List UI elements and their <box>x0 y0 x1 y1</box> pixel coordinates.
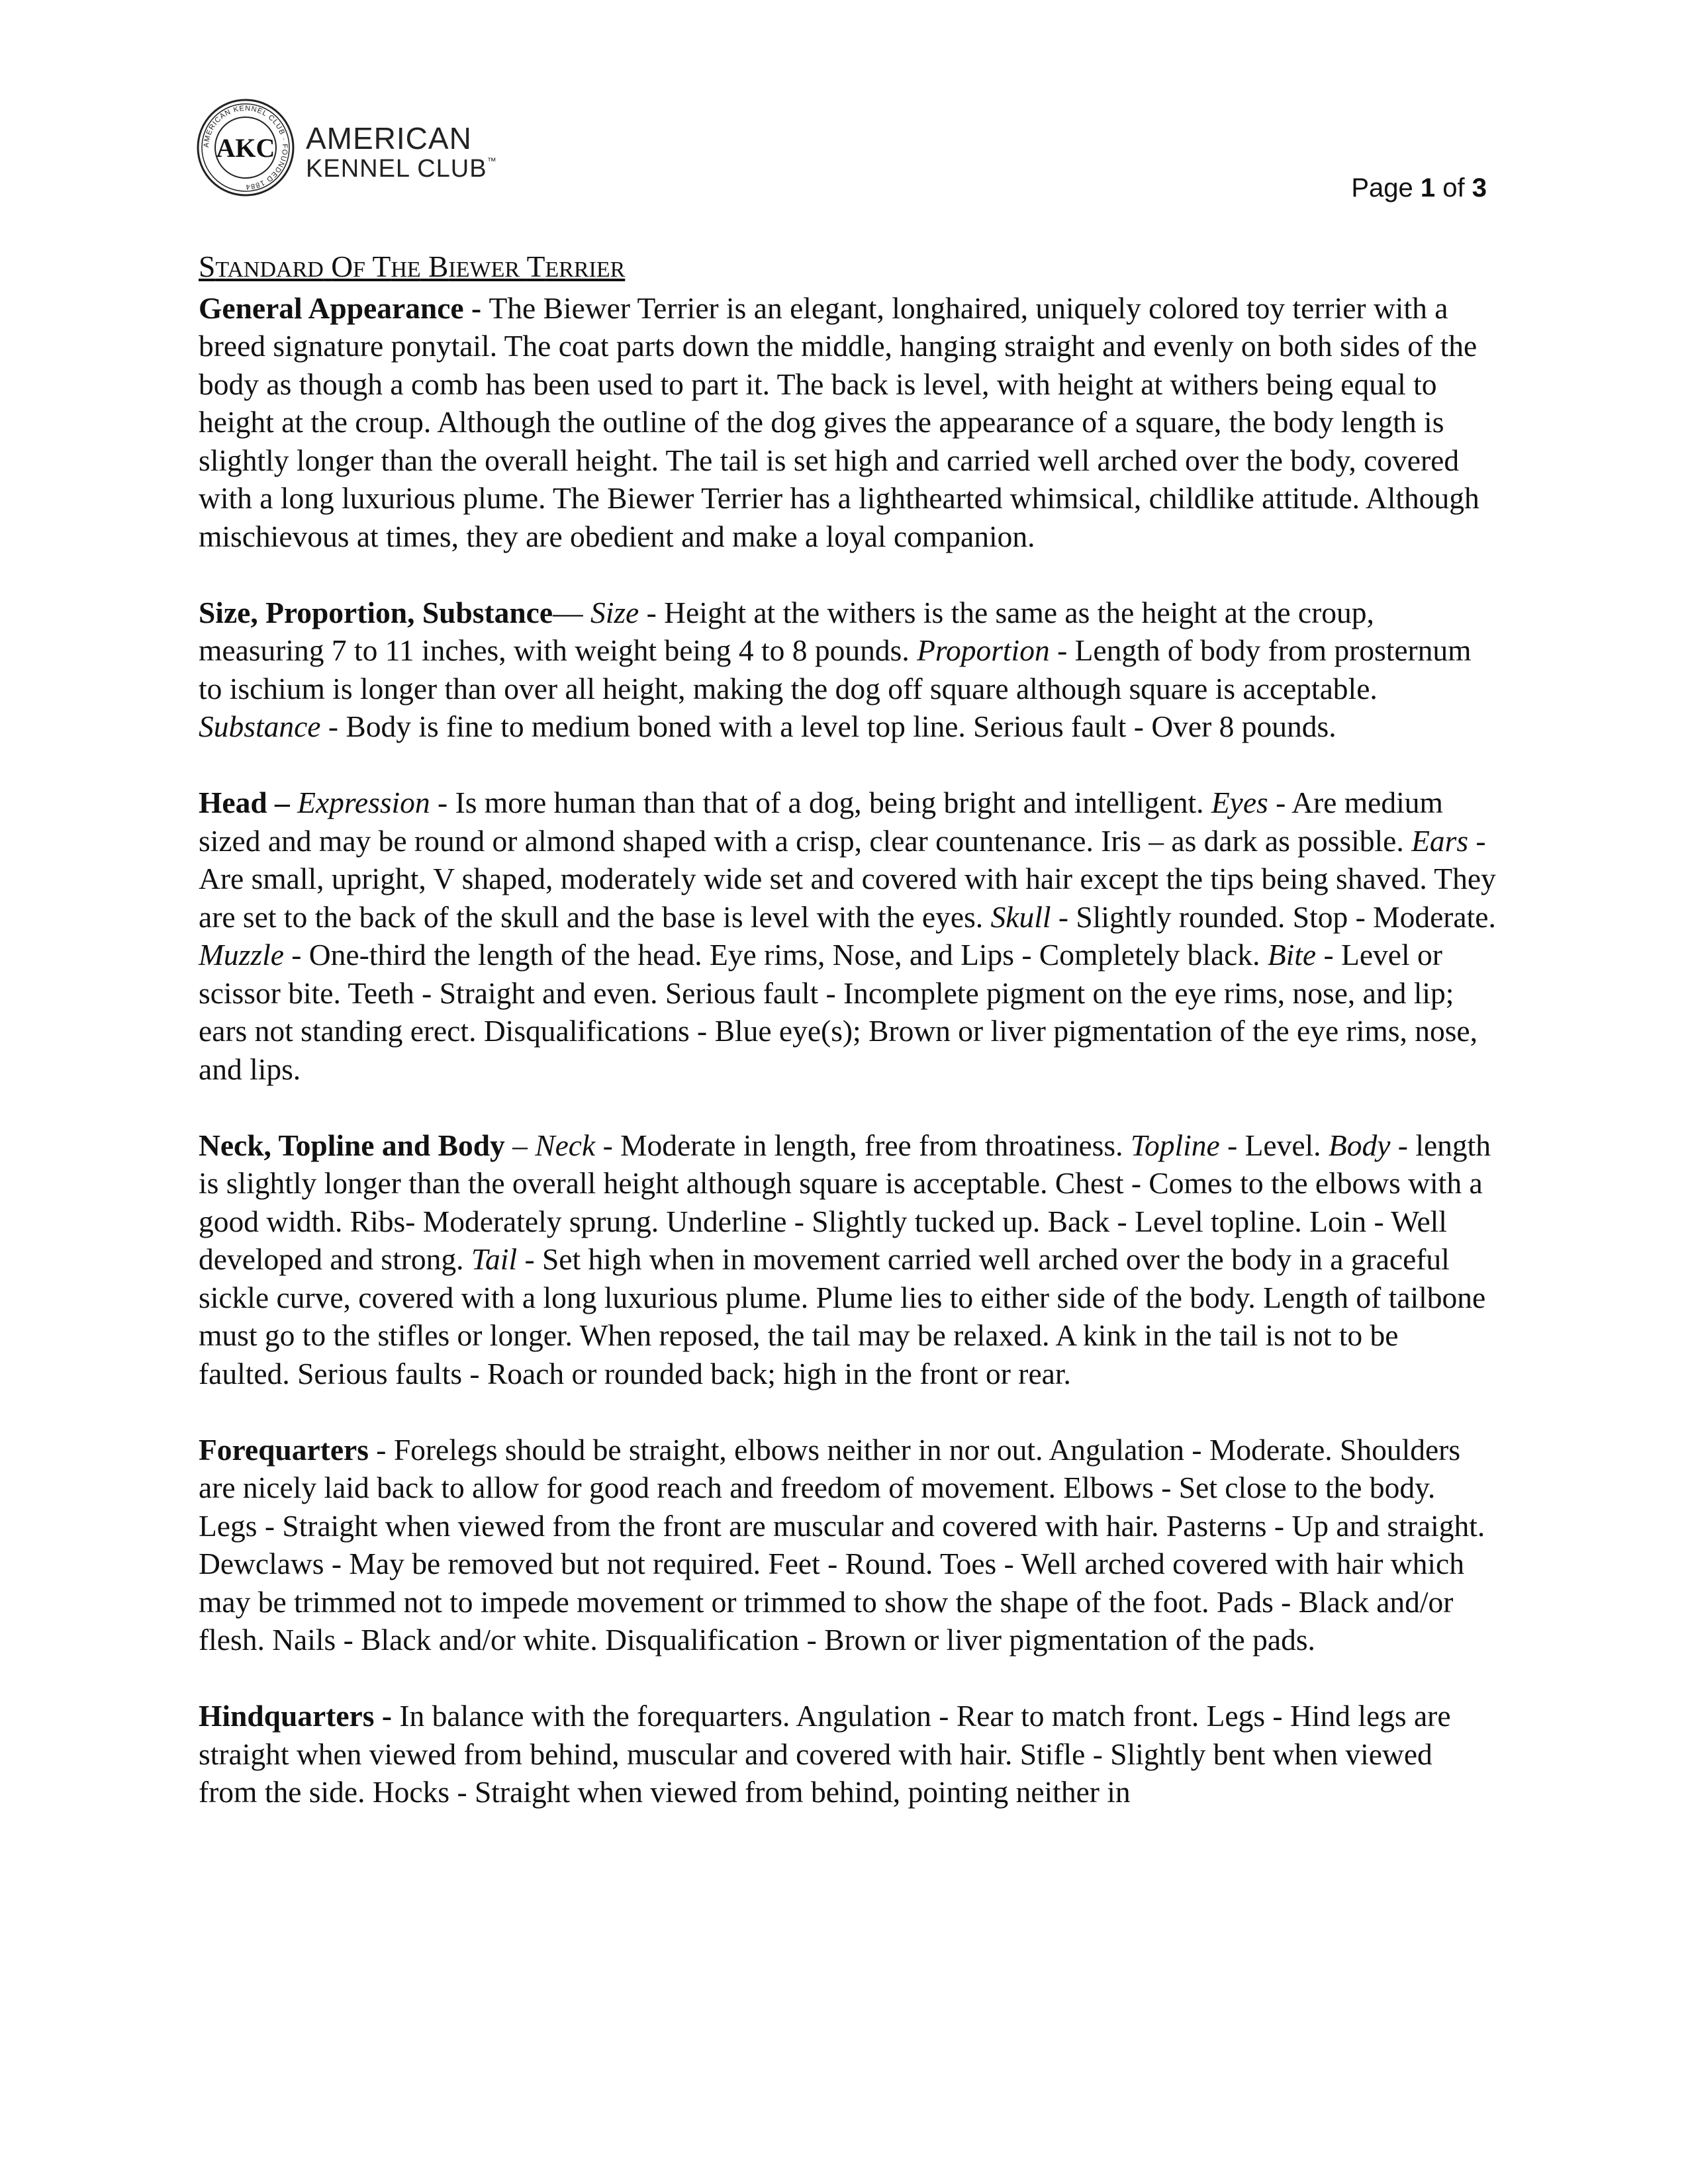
section-head: Head – Expression - Is more human than that of a dog, being bright and intelligent. Eyes - Are medium sized and may be round or almond shaped with a crisp, clear countenance. Iris – as dark as possible. Ears - Are small, upright, V shaped, moderately wide set and covered with hair except the tips being shaved. They are set to the back of the skull and the base is level with the eyes. Skull - Slightly rounded. Stop - Moderate. Muzzle - One-third the length of the head. Eye rims, Nose, and Lips - Completely black. Bite - Level or scissor bite. Teeth - Straight and even. Serious fault - Incomplete pigment on the eye rims, nose, and lip; ears not standing erect. Disqualifications - Blue eye(s); Brown or liver pigmentation of the eye rims, nose, and lips. <box>199 786 1496 1086</box>
seal-letters: AKC <box>216 133 275 163</box>
sections-container <box>199 289 1496 1811</box>
section-neck-topline-body: Neck, Topline and Body – Neck - Moderate in length, free from throatiness. Topline - Level. Body - length is slightly longer than the overall height although square is acceptable. Chest - Comes to the elbows with a good width. Ribs- Moderately sprung. Underline - Slightly tucked up. Back - Level topline. Loin - Well developed and strong. Tail - Set high when in movement carried well arched over the body in a graceful sickle curve, covered with a long luxurious plume. Plume lies to either side of the body. Length of tailbone must go to the stifles or longer. When reposed, the tail may be relaxed. A kink in the tail is not to be faulted. Serious faults - Roach or rounded back; high in the front or rear. <box>199 1128 1491 1390</box>
section-forequarters: Forequarters - Forelegs should be straight, elbows neither in nor out. Angulation - Moderate. Shoulders are nicely laid back to allow for good reach and freedom of movement. Elbows - Set close to the body. Legs - Straight when viewed from the front are muscular and covered with hair. Pasterns - Up and straight. Dewclaws - May be removed but not required. Feet - Round. Toes - Well arched covered with hair which may be trimmed not to impede movement or trimmed to show the shape of the foot. Pads - Black and/or flesh. Nails - Black and/or white. Disqualification - Brown or liver pigmentation of the pads. <box>199 1432 1485 1657</box>
akc-wordmark <box>306 123 497 181</box>
section-general-appearance: General Appearance - The Biewer Terrier is an elegant, longhaired, uniquely colored toy terrier with a breed signature ponytail. The coat parts down the middle, hanging straight and evenly on both sides of the body as though a comb has been used to part it. The back is level, with height at withers being equal to height at the croup. Although the outline of the dog gives the appearance of a square, the body length is slightly longer than the overall height. The tail is set high and carried well arched over the body, covered with a long luxurious plume. The Biewer Terrier has a lighthearted whimsical, childlike attitude. Although mischievous at times, they are obedient and make a loyal companion. <box>199 291 1479 553</box>
section-hindquarters: Hindquarters - In balance with the forequarters. Angulation - Rear to match front. Legs - Hind legs are straight when viewed from behind, muscular and covered with hair. Stifle - Slightly bent when viewed from the side. Hocks - Straight when viewed from behind, pointing neither in <box>199 1699 1451 1809</box>
document-title: STANDARD OF THE BIEWER TERRIER <box>199 250 626 283</box>
wordmark-line2: KENNEL CLUB™ <box>306 155 497 183</box>
section-size-proportion-substance: Size, Proportion, Substance— Size - Height at the withers is the same as the height at the croup, measuring 7 to 11 inches, with weight being 4 to 8 pounds. Proportion - Length of body from prosternum to ischium is longer than over all height, making the dog off square although square is acceptable. Substance - Body is fine to medium boned with a level top line. Serious fault - Over 8 pounds. <box>199 595 1472 743</box>
wordmark-line1: AMERICAN <box>306 121 472 156</box>
page-indicator: Page 1 of 3 <box>1351 173 1487 203</box>
akc-seal-logo <box>196 98 295 197</box>
document-body <box>199 248 1496 1849</box>
svg-text:AMERICAN KENNEL CLUB · FOUNDED: AMERICAN KENNEL CLUB · FOUNDED 1884 <box>202 104 289 191</box>
